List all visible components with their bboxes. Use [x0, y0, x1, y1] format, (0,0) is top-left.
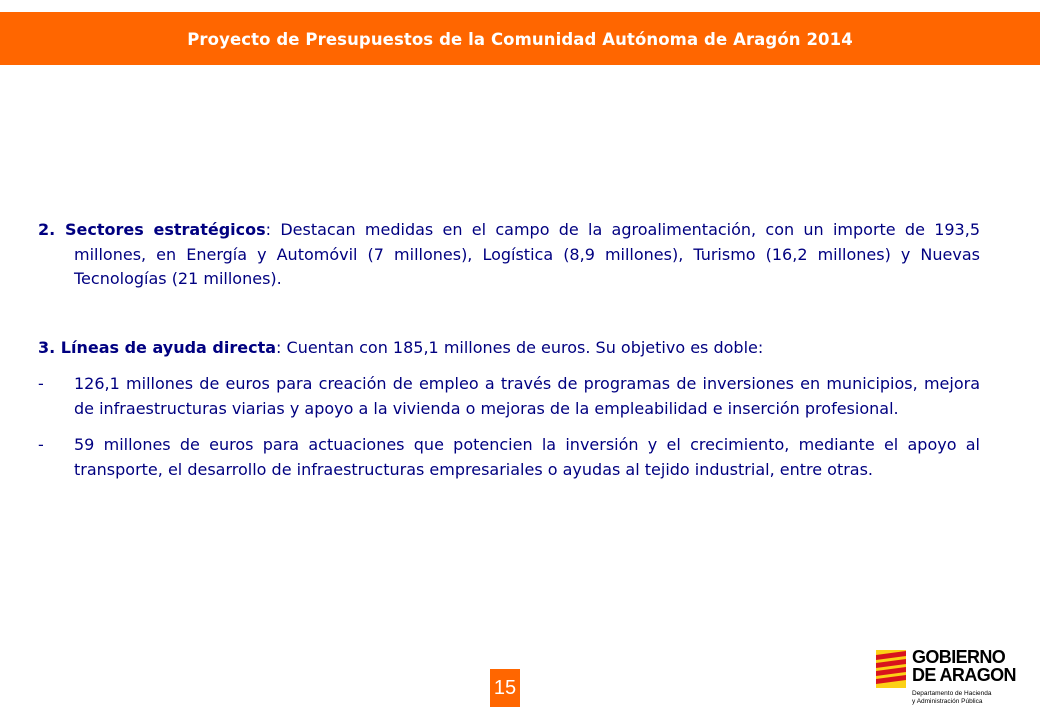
- main-content: [38, 218, 980, 482]
- logo-line-2: DE ARAGON: [912, 665, 1016, 685]
- bullet-dash: -: [38, 435, 44, 454]
- section-sectores-estrategicos: [38, 218, 980, 292]
- list-item: [38, 372, 980, 421]
- page-number: 15: [490, 669, 520, 707]
- page-title: Proyecto de Presupuestos de la Comunidad Autónoma de Aragón 2014: [187, 30, 853, 49]
- section-separator: :: [276, 337, 287, 357]
- bullet-dash: -: [38, 374, 44, 393]
- list-item: [38, 433, 980, 482]
- aragon-flag-icon: [876, 650, 906, 688]
- logo-subtitle: [912, 690, 992, 706]
- header-bar: [0, 12, 1040, 65]
- section-heading: 2. Sectores estratégicos: [38, 220, 266, 239]
- section-heading: 3. Líneas de ayuda directa: [38, 337, 277, 357]
- section-text: Destacan medidas en el campo de la agroalimentación, con un importe de 193,5 millones, en Energía y Automóvil (7 millones), Logística (8,9 millones), Turismo (16,2 millones) y Nuevas Tecnologías (21 millones).: [74, 220, 981, 288]
- bullet-text: 126,1 millones de euros para creación de empleo a través de programas de inversiones en municipios, mejora de infraestructuras viarias y apoyo a la vivienda o mejoras de la empleabilidad e inserción profesional.: [74, 374, 980, 418]
- bullet-text: 59 millones de euros para actuaciones que potencien la inversión y el crecimiento, mediante el apoyo al transporte, el desarrollo de infraestructuras empresariales o ayudas al tejido industrial, entre otras.: [74, 435, 980, 479]
- section-text: Cuentan con 185,1 millones de euros. Su objetivo es doble:: [286, 337, 764, 357]
- logo-wordmark: [912, 648, 1016, 684]
- spacer: [38, 360, 980, 372]
- section-lineas-ayuda: [38, 336, 980, 361]
- logo-line-1: GOBIERNO: [912, 647, 1006, 667]
- spacer: [38, 421, 980, 433]
- spacer: [38, 292, 980, 336]
- logo-sub-line-2: y Administración Pública: [912, 698, 983, 705]
- logo-sub-line-1: Departamento de Hacienda: [912, 690, 992, 697]
- section-separator: :: [265, 220, 281, 239]
- gobierno-aragon-logo: [876, 647, 1026, 712]
